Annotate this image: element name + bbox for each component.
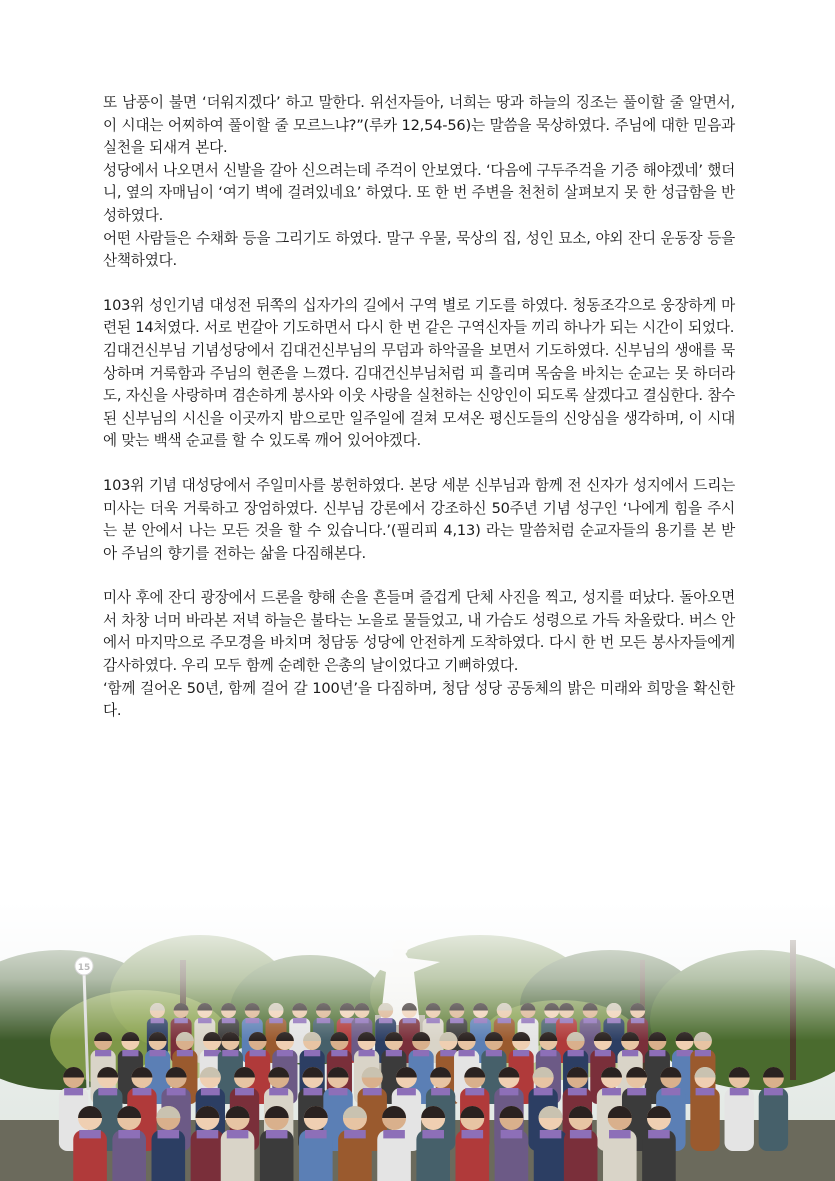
paragraph: 103위 성인기념 대성전 뒤쪽의 십자가의 길에서 구역 별로 기도를 하였다. 청동조각으로 웅장하게 마련된 14처였다. 서로 번갈아 기도하면서 다시 한 번 같은 구역신자들 끼리 하나가 되는 시간이 되었다. xyxy=(103,296,735,337)
paragraph: 또 남풍이 불면 ‘더워지겠다’ 하고 말한다. 위선자들아, 너희는 땅과 하늘의 징조는 풀이할 줄 알면서, 이 시대는 어찌하여 풀이할 줄 모르느냐?”(루카 12,54-56)는 말씀을 묵상하였다. 주님에 대한 믿음과 실천을 되새겨 본다. xyxy=(103,94,735,157)
paragraph: 김대건신부님 기념성당에서 김대건신부님의 무덤과 하악골을 보면서 기도하였다. 신부님의 생애를 묵상하며 거룩함과 주님의 현존을 느꼈다. 김대건신부님처럼 피 흘리며 목숨을 바치는 순교는 못 하더라도, 자신을 사랑하며 겸손하게 봉사와 이웃 사랑을 실천하는 신앙인이 되도록 살겠다고 결심한다. 참수된 신부님의 시신을 이곳까지 밤으로만 일주일에 걸쳐 모셔온 평신도들의 신앙심을 생각하며, 이 시대에 맞는 백색 순교를 할 수 있도록 깨어 있어야겠다. xyxy=(103,341,735,450)
article-body xyxy=(103,92,735,723)
paragraph: 어떤 사람들은 수채화 등을 그리기도 하였다. 말구 우물, 묵상의 집, 성인 묘소, 야외 잔디 운동장 등을 산책하였다. xyxy=(103,229,735,270)
group-photo xyxy=(0,900,835,1181)
paragraph: ‘함께 걸어온 50년, 함께 걸어 갈 100년’을 다짐하며, 청담 성당 공동체의 밝은 미래와 희망을 확신한다. xyxy=(103,679,735,720)
paragraph-gap xyxy=(103,273,735,295)
paragraph: 미사 후에 잔디 광장에서 드론을 향해 손을 흔들며 즐겁게 단체 사진을 찍고, 성지를 떠났다. 돌아오면서 차창 너머 바라본 저녁 하늘은 불타는 노을로 물들었고, 내 가슴도 성령으로 가득 차올랐다. 버스 안에서 마지막으로 주모경을 바치며 청담동 성당에 안전하게 도착하였다. 다시 한 번 모든 봉사자들에게 감사하였다. 우리 모두 함께 순례한 은총의 날이었다고 기뻐하였다. xyxy=(103,589,735,675)
photo-fade xyxy=(0,900,835,1181)
paragraph-gap xyxy=(103,565,735,587)
paragraph: 103위 기념 대성당에서 주일미사를 봉헌하였다. 본당 세분 신부님과 함께 전 신자가 성지에서 드리는 미사는 더욱 거룩하고 장엄하였다. 신부님 강론에서 강조하신 50주년 기념 성구인 ‘나에게 힘을 주시는 분 안에서 나는 모든 것을 할 수 있습니다.’(필리피 4,13) 라는 말씀처럼 순교자들의 용기를 본 받아 주님의 향기를 전하는 삶을 다짐해본다. xyxy=(103,476,735,562)
paragraph-gap xyxy=(103,453,735,475)
paragraph: 성당에서 나오면서 신발을 갈아 신으려는데 주걱이 안보였다. ‘다음에 구두주걱을 기증 해야겠네’ 했더니, 옆의 자매님이 ‘여기 벽에 걸려있네요’ 하였다. 또 한 번 주변을 천천히 살펴보지 못 한 성급함을 반성하였다. xyxy=(103,161,735,224)
